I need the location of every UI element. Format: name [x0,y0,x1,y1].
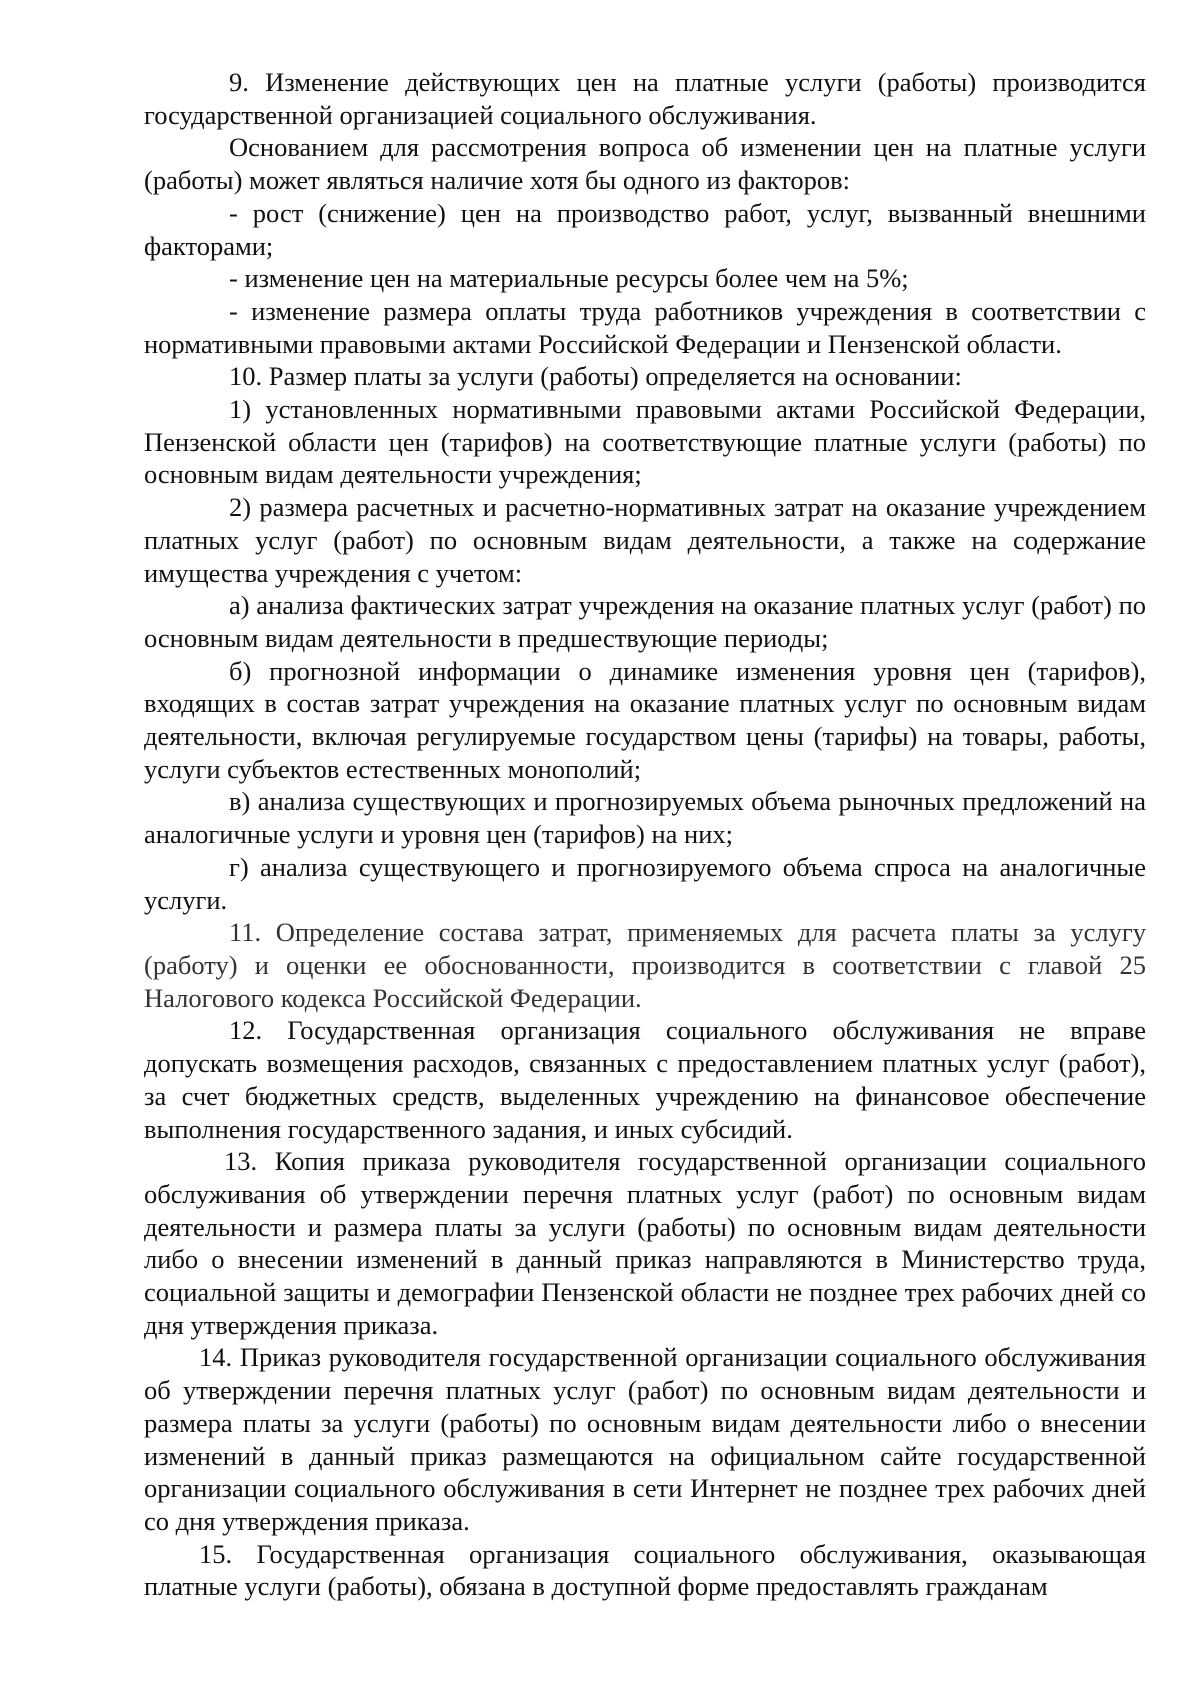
paragraph-10: 10. Размер платы за услуги (работы) определяется на основании: [229,361,962,392]
paragraph-10-item-2b: б) прогнозной информации о динамике изменения уровня цен (тарифов), входящих в состав затрат учреждения на оказание платных услуг по основным видам деятельности, включая регулируемые государством цены (тарифы) на товары, работы, услуги субъектов естественных монополий; [144,655,1146,784]
paragraph-9: 9. Изменение действующих цен на платные услуги (работы) производится государственной организацией социального обслуживания. [144,67,1146,130]
paragraph-9-factor-2: - изменение цен на материальные ресурсы более чем на 5%; [229,263,909,294]
paragraph-9-basis: Основанием для рассмотрения вопроса об изменении цен на платные услуги (работы) может являться наличие хотя бы одного из факторов: [144,132,1146,196]
paragraph-11: 11. Определение состава затрат, применяемых для расчета платы за услугу (работу) и оценки ее обоснованности, производится в соответствии с главой 25 Налогового кодекса Российской Федерации. [144,917,1146,1013]
paragraph-14: 14. Приказ руководителя государственной организации социального обслуживания об утверждении перечня платных услуг (работ) по основным видам деятельности и размера платы за услуги (работы) по основным видам деятельности либо о внесении изменений в данный приказ размещаются на официальном сайте государственной организации социального обслуживания в сети Интернет не позднее трех рабочих дней со дня утверждения приказа. [144,1342,1146,1536]
paragraph-10-item-1: 1) установленных нормативными правовыми актами Российской Федерации, Пензенской области цен (тарифов) на соответствующие платные услуги (работы) по основным видам деятельности учреждения; [144,394,1146,490]
paragraph-9-factor-3: - изменение размера оплаты труда работников учреждения в соответствии с нормативными правовыми актами Российской Федерации и Пензенской области. [144,295,1146,359]
document-page [144,66,1146,1603]
paragraph-9-factor-1: - рост (снижение) цен на производство работ, услуг, вызванный внешними факторами; [144,197,1146,261]
paragraph-12: 12. Государственная организация социального обслуживания не вправе допускать возмещения расходов, связанных с предоставлением платных услуг (работ), за счет бюджетных средств, выделенных учреждению на финансовое обеспечение выполнения государственного задания, и иных субсидий. [144,1015,1146,1144]
paragraph-10-item-2g: г) анализа существующего и прогнозируемого объема спроса на аналогичные услуги. [144,851,1146,915]
paragraph-15: 15. Государственная организация социального обслуживания, оказывающая платные услуги (работы), обязана в доступной форме предоставлять гражданам [144,1538,1146,1602]
paragraph-13: 13. Копия приказа руководителя государственной организации социального обслуживания об утверждении перечня платных услуг (работ) по основным видам деятельности и размера платы за услуги (работы) по основным видам деятельности либо о внесении изменений в данный приказ направляются в Министерство труда, социальной защиты и демографии Пензенской области не позднее трех рабочих дней со дня утверждения приказа. [144,1146,1146,1340]
paragraph-10-item-2: 2) размера расчетных и расчетно-нормативных затрат на оказание учреждением платных услуг (работ) по основным видам деятельности, а также на содержание имущества учреждения с учетом: [144,492,1146,588]
paragraph-10-item-2a: а) анализа фактических затрат учреждения на оказание платных услуг (работ) по основным видам деятельности в предшествующие периоды; [144,590,1146,653]
paragraph-10-item-2v: в) анализа существующих и прогнозируемых объема рыночных предложений на аналогичные услуги и уровня цен (тарифов) на них; [144,786,1146,850]
